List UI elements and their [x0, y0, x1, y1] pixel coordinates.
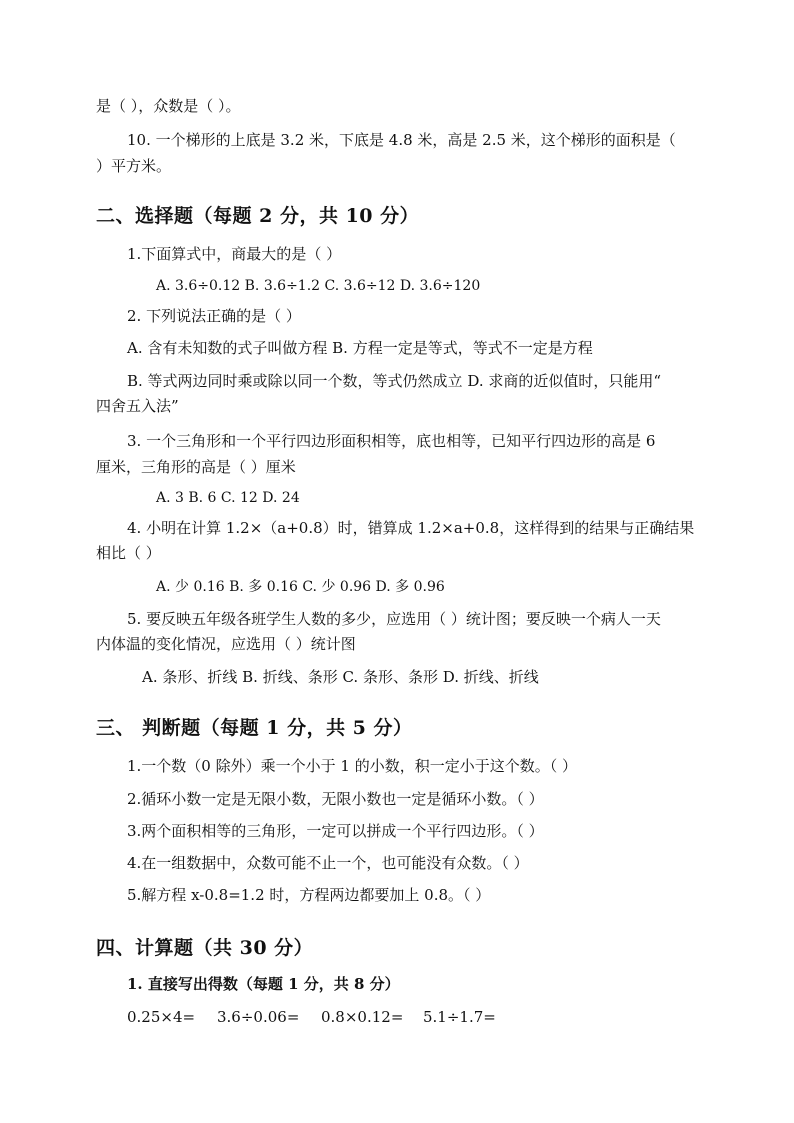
choice-question-2-options-continuation: 四舍五入法” — [96, 397, 179, 415]
true-false-item-1: 1.一个数（0 除外）乘一个小于 1 的小数，积一定小于这个数。（ ） — [127, 757, 577, 775]
fill-in-item-10: 10. 一个梯形的上底是 3.2 米，下底是 4.8 米，高是 2.5 米，这个梯形的面积是（ — [127, 131, 676, 149]
choice-question-5-options: A. 条形、折线 B. 折线、条形 C. 条形、条形 D. 折线、折线 — [142, 668, 539, 686]
mental-calculation-row — [127, 1007, 794, 1027]
fill-in-item-9-continuation: 是（ ），众数是（ ）。 — [96, 97, 241, 115]
true-false-item-5: 5.解方程 x-0.8=1.2 时，方程两边都要加上 0.8。（ ） — [127, 886, 491, 904]
choice-question-4-continuation: 相比（ ） — [96, 544, 161, 562]
choice-question-2: 2. 下列说法正确的是（ ） — [127, 307, 301, 325]
true-false-item-3: 3.两个面积相等的三角形，一定可以拼成一个平行四边形。（ ） — [127, 822, 544, 840]
fill-in-item-10-continuation: ）平方米。 — [96, 157, 172, 175]
true-false-item-2: 2.循环小数一定是无限小数，无限小数也一定是循环小数。（ ） — [127, 790, 544, 808]
choice-question-2-options-c-d: B. 等式两边同时乘或除以同一个数，等式仍然成立 D. 求商的近似值时，只能用“ — [127, 372, 662, 390]
true-false-item-4: 4.在一组数据中，众数可能不止一个，也可能没有众数。（ ） — [127, 854, 529, 872]
choice-question-3-continuation: 厘米，三角形的高是（ ）厘米 — [96, 458, 296, 476]
choice-question-3: 3. 一个三角形和一个平行四边形面积相等，底也相等，已知平行四边形的高是 6 — [127, 432, 656, 450]
choice-question-1-options: A. 3.6÷0.12 B. 3.6÷1.2 C. 3.6÷12 D. 3.6÷120 — [156, 278, 481, 294]
section-heading-true-false: 三、 判断题（每题 1 分，共 5 分） — [96, 717, 413, 739]
section-heading-multiple-choice: 二、选择题（每题 2 分，共 10 分） — [96, 205, 420, 227]
calc-problem-4: 5.1÷1.7= — [423, 1008, 496, 1026]
calculation-subsection-1: 1. 直接写出得数（每题 1 分，共 8 分） — [127, 975, 400, 993]
choice-question-2-options-a-b: A. 含有未知数的式子叫做方程 B. 方程一定是等式，等式不一定是方程 — [127, 339, 593, 357]
choice-question-1: 1.下面算式中，商最大的是（ ） — [127, 245, 342, 263]
calc-problem-1: 0.25×4= — [127, 1008, 196, 1026]
calc-problem-3: 0.8×0.12= — [321, 1008, 404, 1026]
choice-question-4: 4. 小明在计算 1.2×（a+0.8）时，错算成 1.2×a+0.8，这样得到的结果与正确结果 — [127, 519, 695, 537]
section-heading-calculation: 四、计算题（共 30 分） — [96, 937, 314, 959]
choice-question-5: 5. 要反映五年级各班学生人数的多少，应选用（ ）统计图；要反映一个病人一天 — [127, 610, 661, 628]
choice-question-4-options: A. 少 0.16 B. 多 0.16 C. 少 0.96 D. 多 0.96 — [156, 579, 445, 595]
choice-question-5-continuation: 内体温的变化情况，应选用（ ）统计图 — [96, 635, 356, 653]
choice-question-3-options: A. 3 B. 6 C. 12 D. 24 — [156, 490, 300, 506]
calc-problem-2: 3.6÷0.06= — [217, 1008, 300, 1026]
